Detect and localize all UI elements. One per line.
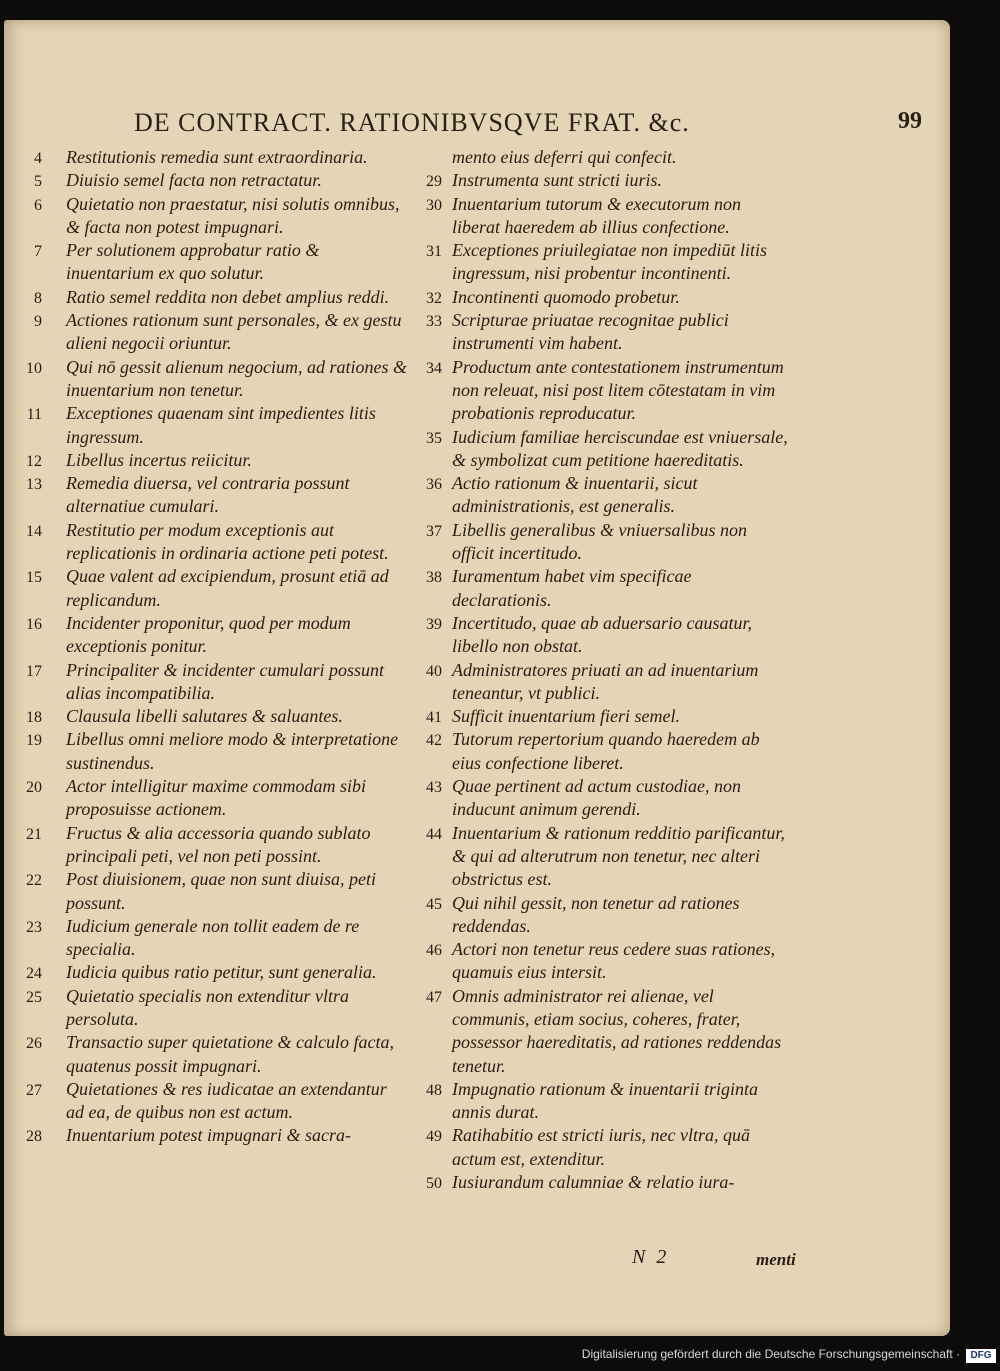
index-entry: [416, 659, 796, 706]
index-entry: [4, 659, 419, 706]
dfg-logo: DFG: [966, 1349, 996, 1363]
index-entry: [4, 775, 419, 822]
entry-number: 47: [426, 988, 442, 1006]
entry-number: 13: [26, 476, 42, 494]
signature-mark: N 2: [632, 1246, 670, 1268]
entry-text: Iudicium generale non tollit eadem de re specialia.: [66, 915, 360, 960]
entry-text: Iudicia quibus ratio petitur, sunt generalia.: [66, 962, 377, 983]
index-entry: [4, 286, 419, 309]
entry-number: 40: [426, 662, 442, 680]
entry-text: Inuentarium tutorum & executorum non liberat haeredem ab illius confectione.: [452, 193, 741, 237]
entry-text: Quae valent ad excipiendum, prosunt etiā ad replicandum.: [66, 566, 389, 610]
entry-text: Productum ante contestationem instrumentum non releuat, nisi post litem cōtestatam in vim probationis reproducatur.: [452, 356, 784, 424]
index-entry: [416, 309, 796, 356]
index-entry: [4, 472, 419, 519]
running-title: DE CONTRACT. RATIONIBVSQVE FRAT. &c.: [134, 108, 690, 137]
entry-number: 39: [426, 615, 442, 633]
entry-number: 7: [34, 243, 42, 261]
entry-text: Scripturae priuatae recognitae publici instrumenti vim habent.: [452, 310, 729, 354]
entry-text: Quietationes & res iudicatae an extendantur ad ea, de quibus non est actum.: [66, 1078, 387, 1123]
entry-text: Actor intelligitur maxime commodam sibi proposuisse actionem.: [66, 776, 366, 820]
entry-number: 12: [26, 452, 42, 470]
index-entry: [416, 938, 796, 985]
index-entry: [416, 565, 796, 612]
entry-text: Restitutio per modum exceptionis aut replicationis in ordinaria actione peti potest.: [66, 519, 389, 564]
index-entry: [416, 1171, 796, 1194]
index-entry: [416, 426, 796, 473]
index-entry: [4, 193, 419, 240]
entry-text: Administratores priuati an ad inuentarium teneantur, vt publici.: [452, 659, 759, 703]
entry-text: Libellus incertus reiicitur.: [66, 449, 252, 470]
funding-credit: Digitalisierung gefördert durch die Deutsche Forschungsgemeinschaft ·: [581, 1347, 960, 1361]
entry-text: Exceptiones quaenam sint impedientes litis ingressum.: [66, 403, 376, 447]
entry-text: mento eius deferri qui confecit.: [452, 147, 677, 167]
entry-text: Libellis generalibus & vniuersalibus non officit incertitudo.: [452, 519, 747, 564]
entry-text: Diuisio semel facta non retractatur.: [66, 170, 322, 191]
entry-number: 14: [26, 522, 42, 540]
entry-number: 50: [426, 1175, 442, 1193]
entry-text: Quae pertinent ad actum custodiae, non inducunt animum gerendi.: [452, 776, 741, 820]
catchword: menti: [756, 1250, 796, 1269]
entry-text: Qui nihil gessit, non tenetur ad rationes reddendas.: [452, 892, 740, 936]
entry-number: 19: [26, 732, 42, 750]
index-entry: [4, 728, 419, 775]
entry-number: 48: [426, 1081, 442, 1099]
entry-number: 41: [426, 709, 442, 727]
left-column: [4, 146, 419, 1148]
entry-text: Omnis administrator rei alienae, vel communis, etiam socius, coheres, frater, possessor haereditatis, ad rationes reddendas tenetur.: [452, 985, 782, 1076]
index-entry: [4, 868, 419, 915]
entry-continuation: [416, 146, 796, 169]
entry-text: Restitutionis remedia sunt extraordinaria.: [66, 147, 368, 167]
entry-text: Incidenter proponitur, quod per modum exceptionis ponitur.: [66, 612, 351, 657]
entry-text: Iusiurandum calumniae & relatio iura-: [452, 1172, 735, 1193]
entry-number: 25: [26, 988, 42, 1006]
entry-text: Transactio super quietatione & calculo facta, quatenus possit impugnari.: [66, 1032, 394, 1076]
entry-number: 4: [34, 150, 42, 167]
index-entry: [4, 146, 419, 169]
index-entry: [416, 286, 796, 309]
entry-text: Iuramentum habet vim specificae declarationis.: [452, 566, 692, 610]
entry-number: 15: [26, 569, 42, 587]
index-entry: [4, 1124, 419, 1147]
entry-text: Tutorum repertorium quando haeredem ab eius confectione liberet.: [452, 729, 760, 773]
entry-number: 8: [34, 289, 42, 307]
index-entry: [416, 822, 796, 892]
entry-number: 11: [26, 406, 42, 424]
page-number: 99: [898, 108, 922, 134]
entry-number: 23: [26, 918, 42, 936]
entry-number: 42: [426, 732, 442, 750]
entry-text: Fructus & alia accessoria quando sublato principali peti, vel non peti possint.: [66, 822, 371, 866]
entry-text: Incontinenti quomodo probetur.: [452, 286, 680, 307]
footer-bar: [0, 1336, 1000, 1371]
index-entry: [416, 612, 796, 659]
entry-text: Quietatio non praestatur, nisi solutis omnibus, & facta non potest impugnari.: [66, 193, 400, 237]
entry-text: Actori non tenetur reus cedere suas rationes, quamuis eius intersit.: [452, 939, 776, 983]
entry-number: 5: [34, 173, 42, 191]
entry-text: Inuentarium potest impugnari & sacra-: [66, 1125, 351, 1146]
entry-text: Principaliter & incidenter cumulari possunt alias incompatibilia.: [66, 659, 384, 703]
entry-number: 31: [426, 243, 442, 261]
index-entry: [416, 892, 796, 939]
entry-number: 26: [26, 1035, 42, 1053]
entry-text: Impugnatio rationum & inuentarii triginta annis durat.: [452, 1078, 759, 1123]
entry-number: 21: [26, 825, 42, 843]
index-entry: [416, 728, 796, 775]
entry-text: Qui nō gessit alienum negocium, ad rationes & inuentarium non tenetur.: [66, 356, 407, 400]
entry-number: 34: [426, 359, 442, 377]
index-entry: [4, 309, 419, 356]
entry-number: 30: [426, 196, 442, 214]
entry-text: Sufficit inuentarium fieri semel.: [452, 706, 680, 727]
entry-number: 28: [26, 1128, 42, 1146]
entry-text: Exceptiones priuilegiatae non impediūt litis ingressum, nisi probentur incontinenti.: [452, 240, 767, 284]
running-header: [134, 108, 922, 138]
index-entry: [416, 985, 796, 1078]
entry-text: Libellus omni meliore modo & interpretatione sustinendus.: [66, 729, 399, 773]
entry-text: Per solutionem approbatur ratio & inuentarium ex quo solutur.: [66, 240, 320, 284]
index-entry: [416, 169, 796, 192]
entry-number: 29: [426, 173, 442, 191]
entry-number: 37: [426, 522, 442, 540]
entry-text: Quietatio specialis non extenditur vltra persoluta.: [66, 985, 349, 1029]
entry-text: Instrumenta sunt stricti iuris.: [452, 170, 663, 191]
entry-text: Iudicium familiae herciscundae est vniuersale, & symbolizat cum petitione haereditatis.: [452, 426, 788, 470]
index-entry: [4, 612, 419, 659]
index-entry: [4, 449, 419, 472]
index-entry: [4, 519, 419, 566]
index-entry: [416, 1078, 796, 1125]
entry-number: 17: [26, 662, 42, 680]
index-entry: [4, 1031, 419, 1078]
index-entry: [416, 519, 796, 566]
book-page: [4, 20, 950, 1336]
index-entry: [416, 705, 796, 728]
entry-number: 6: [34, 196, 42, 214]
entry-text: Actio rationum & inuentarii, sicut administrationis, est generalis.: [452, 473, 698, 517]
entry-number: 20: [26, 779, 42, 797]
index-entry: [416, 472, 796, 519]
index-entry: [416, 775, 796, 822]
index-entry: [416, 1124, 796, 1171]
entry-number: 32: [426, 289, 442, 307]
entry-number: 22: [26, 872, 42, 890]
entry-number: 10: [26, 359, 42, 377]
index-entry: [4, 985, 419, 1032]
index-entry: [4, 822, 419, 869]
entry-text: Clausula libelli salutares & saluantes.: [66, 706, 343, 727]
index-entry: [4, 705, 419, 728]
entry-number: 24: [26, 965, 42, 983]
index-entry: [4, 1078, 419, 1125]
index-entry: [416, 356, 796, 426]
entry-number: 33: [426, 313, 442, 331]
index-entry: [4, 356, 419, 403]
entry-text: Incertitudo, quae ab aduersario causatur, libello non obstat.: [452, 612, 752, 657]
entry-number: 49: [426, 1128, 442, 1146]
entry-number: 27: [26, 1081, 42, 1099]
entry-number: 35: [426, 429, 442, 447]
entry-text: Inuentarium & rationum redditio parificantur, & qui ad alterutrum non tenetur, nec alteri obstrictus est.: [452, 822, 785, 890]
entry-number: 44: [426, 825, 442, 843]
entry-text: Remedia diuersa, vel contraria possunt alternatiue cumulari.: [66, 473, 350, 517]
entry-text: Ratihabitio est stricti iuris, nec vltra, quā actum est, extenditur.: [452, 1125, 750, 1169]
entry-number: 38: [426, 569, 442, 587]
entry-number: 43: [426, 779, 442, 797]
index-entry: [4, 239, 419, 286]
entry-number: 36: [426, 476, 442, 494]
index-entry: [4, 402, 419, 449]
entry-text: Actiones rationum sunt personales, & ex gestu alieni negocii oriuntur.: [66, 310, 402, 354]
index-entry: [4, 169, 419, 192]
index-entry: [416, 193, 796, 240]
entry-number: 45: [426, 895, 442, 913]
entry-number: 16: [26, 615, 42, 633]
entry-number: 9: [34, 313, 42, 331]
entry-number: 18: [26, 709, 42, 727]
index-entry: [4, 915, 419, 962]
entry-text: Ratio semel reddita non debet amplius reddi.: [66, 286, 390, 307]
index-entry: [4, 565, 419, 612]
entry-number: 46: [426, 942, 442, 960]
index-entry: [416, 239, 796, 286]
right-column: [416, 146, 796, 1194]
index-entry: [4, 961, 419, 984]
entry-text: Post diuisionem, quae non sunt diuisa, peti possunt.: [66, 869, 376, 913]
